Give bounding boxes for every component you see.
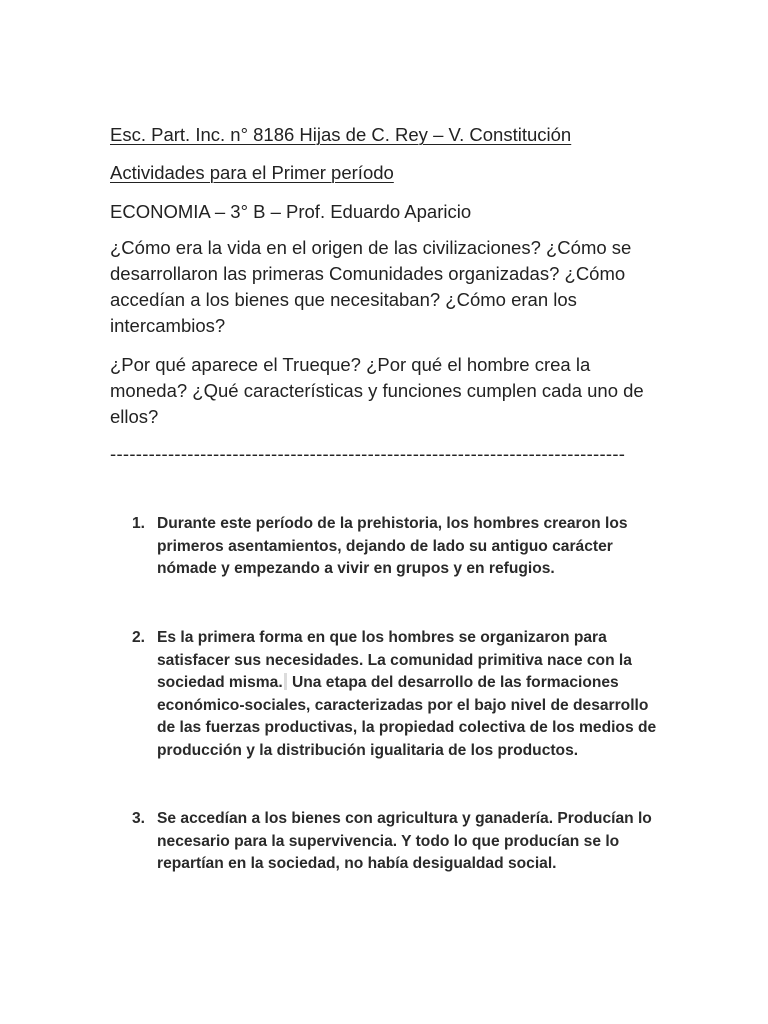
question-paragraph-2: ¿Por qué aparece el Trueque? ¿Por qué el hombre crea la moneda? ¿Qué características y funciones cumplen cada uno de ellos? (110, 354, 644, 427)
school-name-heading (110, 122, 571, 148)
answer-item-3 (132, 808, 662, 876)
subject-line: ECONOMIA – 3° B – Prof. Eduardo Aparicio (110, 201, 472, 222)
answer-text: Se accedían a los bienes con agricultura y ganadería. Producían lo necesario para la supervivencia. Y todo lo que producían se lo repartían en la sociedad, no había desigualdad social. (157, 810, 652, 873)
answer-item-1 (132, 513, 662, 581)
question-paragraph-1: ¿Cómo era la vida en el origen de las civilizaciones? ¿Cómo se desarrollaron las primeras Comunidades organizadas? ¿Cómo accedían a los bienes que necesitaban? ¿Cómo eran los intercambios? (110, 237, 632, 336)
answer-text-part-a: Es la primera forma en que los hombres se organizaron para satisfacer sus necesidades. La comunidad primitiva nace con la sociedad misma. (157, 629, 632, 692)
text-cursor-mark (284, 673, 287, 690)
answer-text-part-b: Una etapa del desarrollo de las formaciones económico-sociales, caracterizadas por el bajo nivel de desarrollo de las fuerzas productivas, la propiedad colectiva de los medios de producción y la distribución igualitaria de los productos. (157, 674, 657, 759)
answer-number: 1. (132, 515, 146, 532)
dashed-divider: -------------------------------------------------------------------------------- (110, 443, 626, 464)
answer-number: 2. (132, 629, 146, 646)
school-name-text: Esc. Part. Inc. n° 8186 Hijas de C. Rey – V. Constitución (110, 124, 572, 145)
activities-heading (110, 160, 394, 186)
answer-text: Durante este período de la prehistoria, los hombres crearon los primeros asentamientos, dejando de lado su antiguo carácter nómade y empezando a vivir en grupos y en refugios. (157, 515, 628, 578)
activities-text: Actividades para el Primer período (110, 162, 394, 183)
answer-item-2 (132, 627, 662, 763)
answer-number: 3. (132, 810, 146, 827)
answer-text (157, 627, 662, 763)
